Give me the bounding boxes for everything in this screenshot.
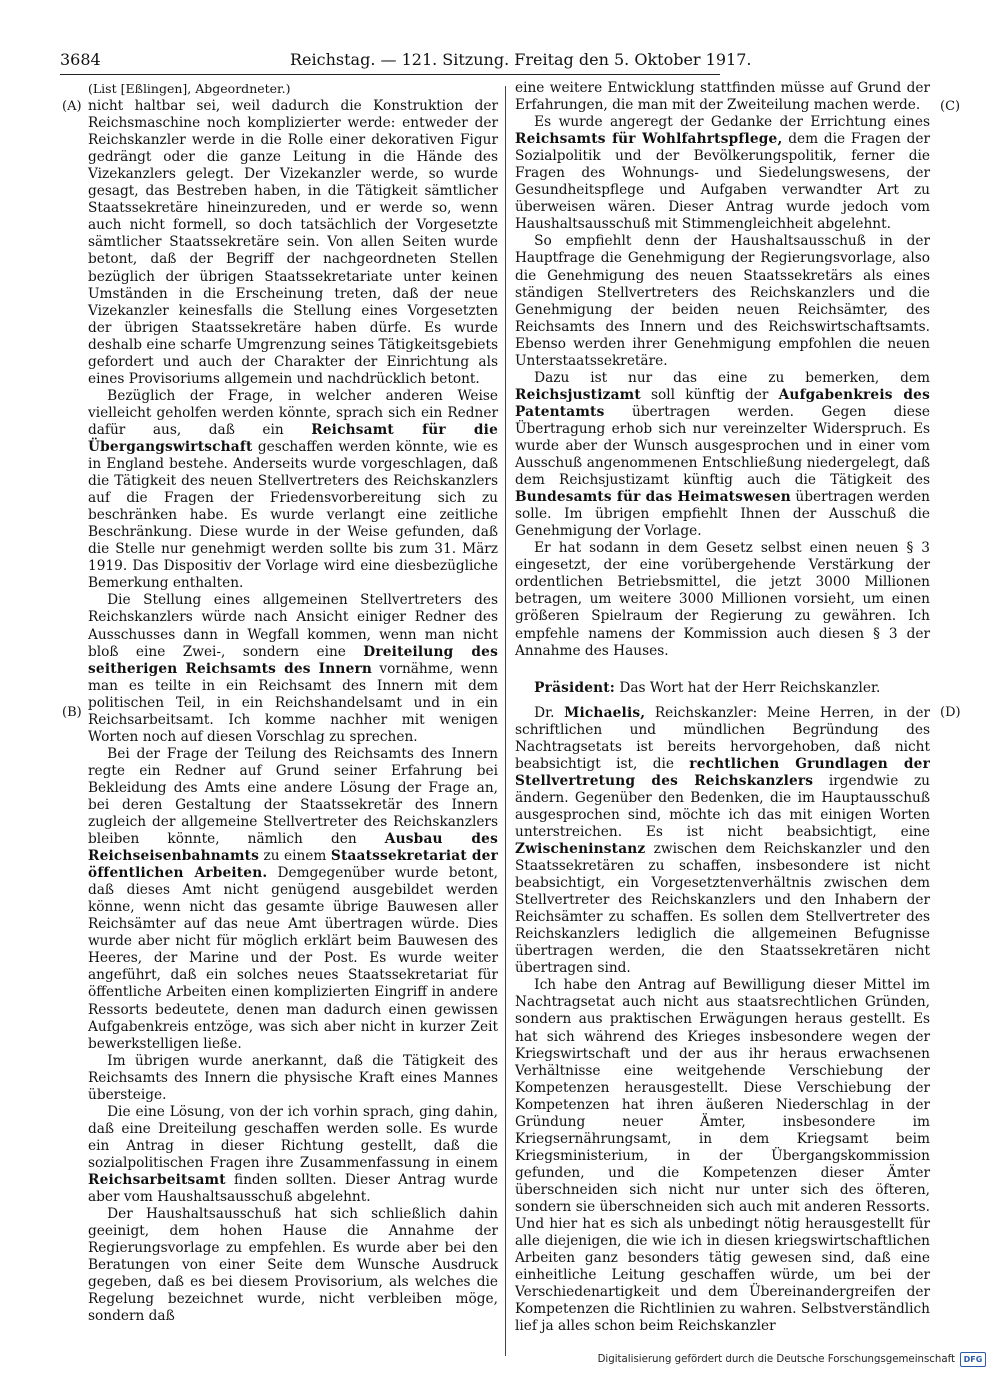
paragraph: Dazu ist nur das eine zu bemerken, dem Reichsjustizamt soll künftig der Aufgabenkreis des Patentamts übertragen werden. Gegen diese Übertragung erhob sich nur vereinzelter Widerspruch. Es wurde aber der Wunsch ausgesprochen und in einer vom Ausschuß angenommenen Entschließung niedergelegt, daß dem Reichsjustizamt künftig auch die Tätigkeit des Bundesamts für das Heimatswesen übertragen werden solle. Im übrigen empfiehlt Ihnen der Ausschuß die Genehmigung der Vorlage. [515,369,930,540]
speaker-name: Präsident: [534,679,616,696]
running-title: Reichstag. — 121. Sitzung. Freitag den 5. Oktober 1917. [290,50,752,69]
emphasis: Reichsamt für die Übergangswirtschaft [88,421,498,455]
paragraph: Ich habe den Antrag auf Bewilligung dieser Mittel im Nachtragsetat auch nicht aus staatsrechtlichen Gründen, sondern aus praktischen Erwägungen heraus gestellt. Es hat sich während des Krieges insbesondere wegen der Kriegswirtschaft und der aus ihr heraus erwachsenen Verhältnisse eine weitgehende Verschiebung der Kompetenzen herausgestellt. Diese Verschiebung der Kompetenzen hat ihren äußeren Niederschlag in der Gründung neuer Ämter, insbesondere im Kriegsernährungsamt, in dem Kriegsamt beim Kriegsministerium, in der Übergangskommission gefunden, und die Kompetenzen dieser Ämter überschneiden sich nicht nur unter sich des öfteren, sondern sie überschneiden sich auch mit anderen Ressorts. Und hier hat es sich als unbedingt nötig herausgestellt für alle diejenigen, die wie ich in diesen kriegswirtschaftlichen Arbeiten ganz besonders tätig gewesen sind, daß eine einheitliche Leitung geschaffen würde, um bei der Verschiedenartigkeit und dem Übereinandergreifen der Kompetenzen die Richtlinien zu wahren. Selbstverständlich lief ja alles schon beim Reichskanzler [515,977,930,1335]
paragraph: Dr. Michaelis, Reichskanzler: Meine Herren, in der schriftlichen und mündlichen Begründung des Nachtragsetats ist bereits hervorgehoben, daß nicht beabsichtigt ist, die rechtlichen Grundlagen der Stellvertretung des Reichskanzlers irgendwie zu ändern. Gegenüber den Bedenken, die im Hauptausschuß ausgesprochen sind, möchte ich das mit einigen Worten unterstreichen. Es ist nicht beabsichtigt, eine Zwischeninstanz zwischen dem Reichskanzler und den Staatssekretären zu schaffen, insbesondere ist nicht beabsichtigt, ein Vorgesetztenverhältnis zwischen dem Stellvertreter des Reichskanzlers und den Inhabern der Reichsämter zu schaffen. Es sollen dem Stellvertreter des Reichskanzlers lediglich die allgemeinen Befugnisse übertragen werden, die den Staatssekretären nicht übertragen sind. [515,704,930,977]
emphasis: Reichsjustizamt [515,386,641,403]
paragraph: So empfiehlt denn der Haushaltsausschuß in der Hauptfrage die Genehmigung der Regierungsvorlage, also die Genehmigung des neuen Staatssekretärs als eines ständigen Stellvertreters des Reichskanzlers und die Genehmigung der beiden neuen Reichsämter, des Reichsamts des Innern und des Reichswirtschaftsamts. Ebenso werden ihrer Genehmigung empfohlen die neuen Unterstaatssekretäre. [515,233,930,369]
paragraph: Im übrigen wurde anerkannt, daß die Tätigkeit des Reichsamts des Innern die physische Kraft eines Mannes übersteige. [88,1052,498,1103]
emphasis: rechtlichen Grundlagen der Stellvertretung des Reichskanzlers [515,755,930,789]
emphasis: Dreiteilung des seitherigen Reichsamts des Innern [88,643,498,677]
paragraph: Bezüglich der Frage, in welcher anderen Weise vielleicht geholfen werden könnte, sprach sich ein Redner dafür aus, daß ein Reichsamt für die Übergangswirtschaft geschaffen werden könnte, wie es in England bestehe. Anderseits wurde vorgeschlagen, daß die Tätigkeit des neuen Stellvertreters des Reichskanzlers auf die Fragen der Friedensvorbereitung sich zu beschränken habe. Es wurde verlangt eine zeitliche Beschränkung. Diese wurde in der Weise gefunden, daß die Stelle nur genehmigt werden sollte bis zum 31. März 1919. Das Dispositiv der Vorlage wird eine diesbezügliche Bemerkung enthalten. [88,387,498,592]
margin-letter-a: (A) [62,99,82,114]
margin-letter-b: (B) [62,705,82,720]
column-divider [505,86,506,1356]
president-statement: Präsident: Das Wort hat der Herr Reichskanzler. [534,679,881,696]
dfg-logo-icon: DFG [960,1352,986,1367]
margin-letter-c: (C) [940,99,961,114]
right-column [515,80,930,1335]
funding-note: Digitalisierung gefördert durch die Deutsche Forschungsgemeinschaft [597,1354,955,1365]
paragraph: Die Stellung eines allgemeinen Stellvertreters des Reichskanzlers würde nach Ansicht einiger Redner des Ausschusses dann in Wegfall kommen, wenn man nicht bloß eine Zwei-, sondern eine Dreiteilung des seitherigen Reichsamts des Innern vornähme, wenn man es teilte in ein Reichsamt des Innern mit dem politischen Teil, in ein Reichshandelsamt und in ein Reichsarbeitsamt. Ich komme nachher mit wenigen Worten noch auf diesen Vorschlag zu sprechen. [88,592,498,745]
emphasis: Bundesamts für das Heimatswesen [515,489,791,506]
page-number: 3684 [60,50,101,69]
emphasis: Staatssekretariat der öffentlichen Arbeiten. [88,848,499,882]
page-header [60,50,752,75]
speaker-name: Michaelis, [564,704,646,721]
emphasis: Ausbau des Reichseisenbahnamts [88,831,498,865]
paragraph: Bei der Frage der Teilung des Reichsamts des Innern regte ein Redner auf Grund seiner Erfahrung bei Bekleidung des Amts eine andere Lösung der Frage an, bei deren Gestaltung der Staatssekretär des Innern zugleich der allgemeine Stellvertreter des Reichskanzlers bleiben könnte, nämlich den Ausbau des Reichseisenbahnamts zu einem Staatssekretariat der öffentlichen Arbeiten. Demgegenüber wurde betont, daß dieses Amt nicht genügend ausgebildet werden könne, wenn nicht das gesamte übrige Bauwesen aller Reichsämter auf das neue Amt übertragen würde. Dies wurde aber nicht für möglich erklärt beim Bauwesen des Heeres, der Marine und der Post. Es wurde weiter angeführt, daß ein solches neues Staatssekretariat für öffentliche Arbeiten einen komplizierten Eingriff in andere Ressorts bedeutete, denen man dadurch einen gewissen Aufgabenkreis entzöge, was sich aber nicht in kurzer Zeit bewerkstelligen ließe. [88,745,499,1052]
emphasis: Reichsamts für Wohlfahrtspflege, [515,131,783,148]
paragraph: Es wurde angeregt der Gedanke der Errichtung eines Reichsamts für Wohlfahrtspflege, dem die Fragen der Sozialpolitik und der Bevölkerungspolitik, ferner die Fragen des Wohnungs- und Siedelungswesens, der Gesundheitspflege und Aufgaben verwandter Art zu überweisen wären. Dieser Antrag wurde jedoch vom Haushaltsausschuß mit Stimmengleichheit abgelehnt. [515,114,930,233]
paragraph: Er hat sodann in dem Gesetz selbst einen neuen § 3 eingesetzt, der eine vorübergehende Verstärkung der ordentlichen Betriebsmittel, die jetzt 3000 Millionen betragen, um weitere 3000 Millionen vorsieht, um einen größeren Spielraum der Regierung zu gewähren. Ich empfehle namens der Kommission auch diesen § 3 der Annahme des Hauses. [515,540,930,659]
paragraph: Der Haushaltsausschuß hat sich schließlich dahin geeinigt, dem hohen Hause die Annahme der Regierungsvorlage zu empfehlen. Es wurde aber bei den Beratungen von einer Seite dem Wunsche Ausdruck gegeben, daß es bei diesem Provisorium, als welches die Regelung bezeichnet wurde, nicht verbleiben möge, sondern daß [88,1206,498,1325]
speaker-continuation: (List [Eßlingen], Abgeordneter.) [88,81,291,96]
emphasis: Reichsarbeitsamt [88,1172,226,1188]
footer [598,1352,986,1367]
paragraph: eine weitere Entwicklung stattfinden müsse auf Grund der Erfahrungen, die man mit der Zweiteilung machen werde. [515,80,930,114]
margin-letter-d: (D) [940,705,961,720]
emphasis: Zwischeninstanz [515,841,646,858]
paragraph: Die eine Lösung, von der ich vorhin sprach, ging dahin, daß eine Dreiteilung geschaffen werden solle. Es wurde ein Antrag in dieser Richtung gestellt, daß die sozialpolitischen Fragen ihre Zusammenfassung in einem Reichsarbeitsamt finden sollten. Dieser Antrag wurde aber vom Haushaltsausschuß abgelehnt. [88,1103,498,1206]
emphasis: Aufgabenkreis des Patentamts [515,386,930,420]
paragraph: nicht haltbar sei, weil dadurch die Konstruktion der Reichsmaschine noch komplizierter werde: entweder der Reichskanzler werde in die Rolle einer dekorativen Figur gedrängt oder die ganze Leitung in die Hände des Vizekanzlers gelegt. Der Vizekanzler werde, so wurde gesagt, das Bestreben haben, in die Tätigkeit sämtlicher Staatssekretäre hineinzureden, und er werde so, wenn auch nicht formell, so doch tatsächlich der Vorgesetzte sämtlicher Staatssekretäre sein. Von allen Seiten wurde betont, daß der Begriff der nachgeordneten Stellen bezüglich der übrigen Staatssekretariate unter keinen Umständen in die Erscheinung treten, daß der neue Vizekanzler keinesfalls die Stellung eines Vorgesetzten der übrigen Staatssekretäre haben dürfe. Es wurde deshalb eine scharfe Umgrenzung seines Tätigkeitsgebiets gefordert und auch der Charakter der Einrichtung als eines Provisoriums allgemein und nachdrücklich betont. [88,98,498,387]
left-column [88,80,498,1325]
